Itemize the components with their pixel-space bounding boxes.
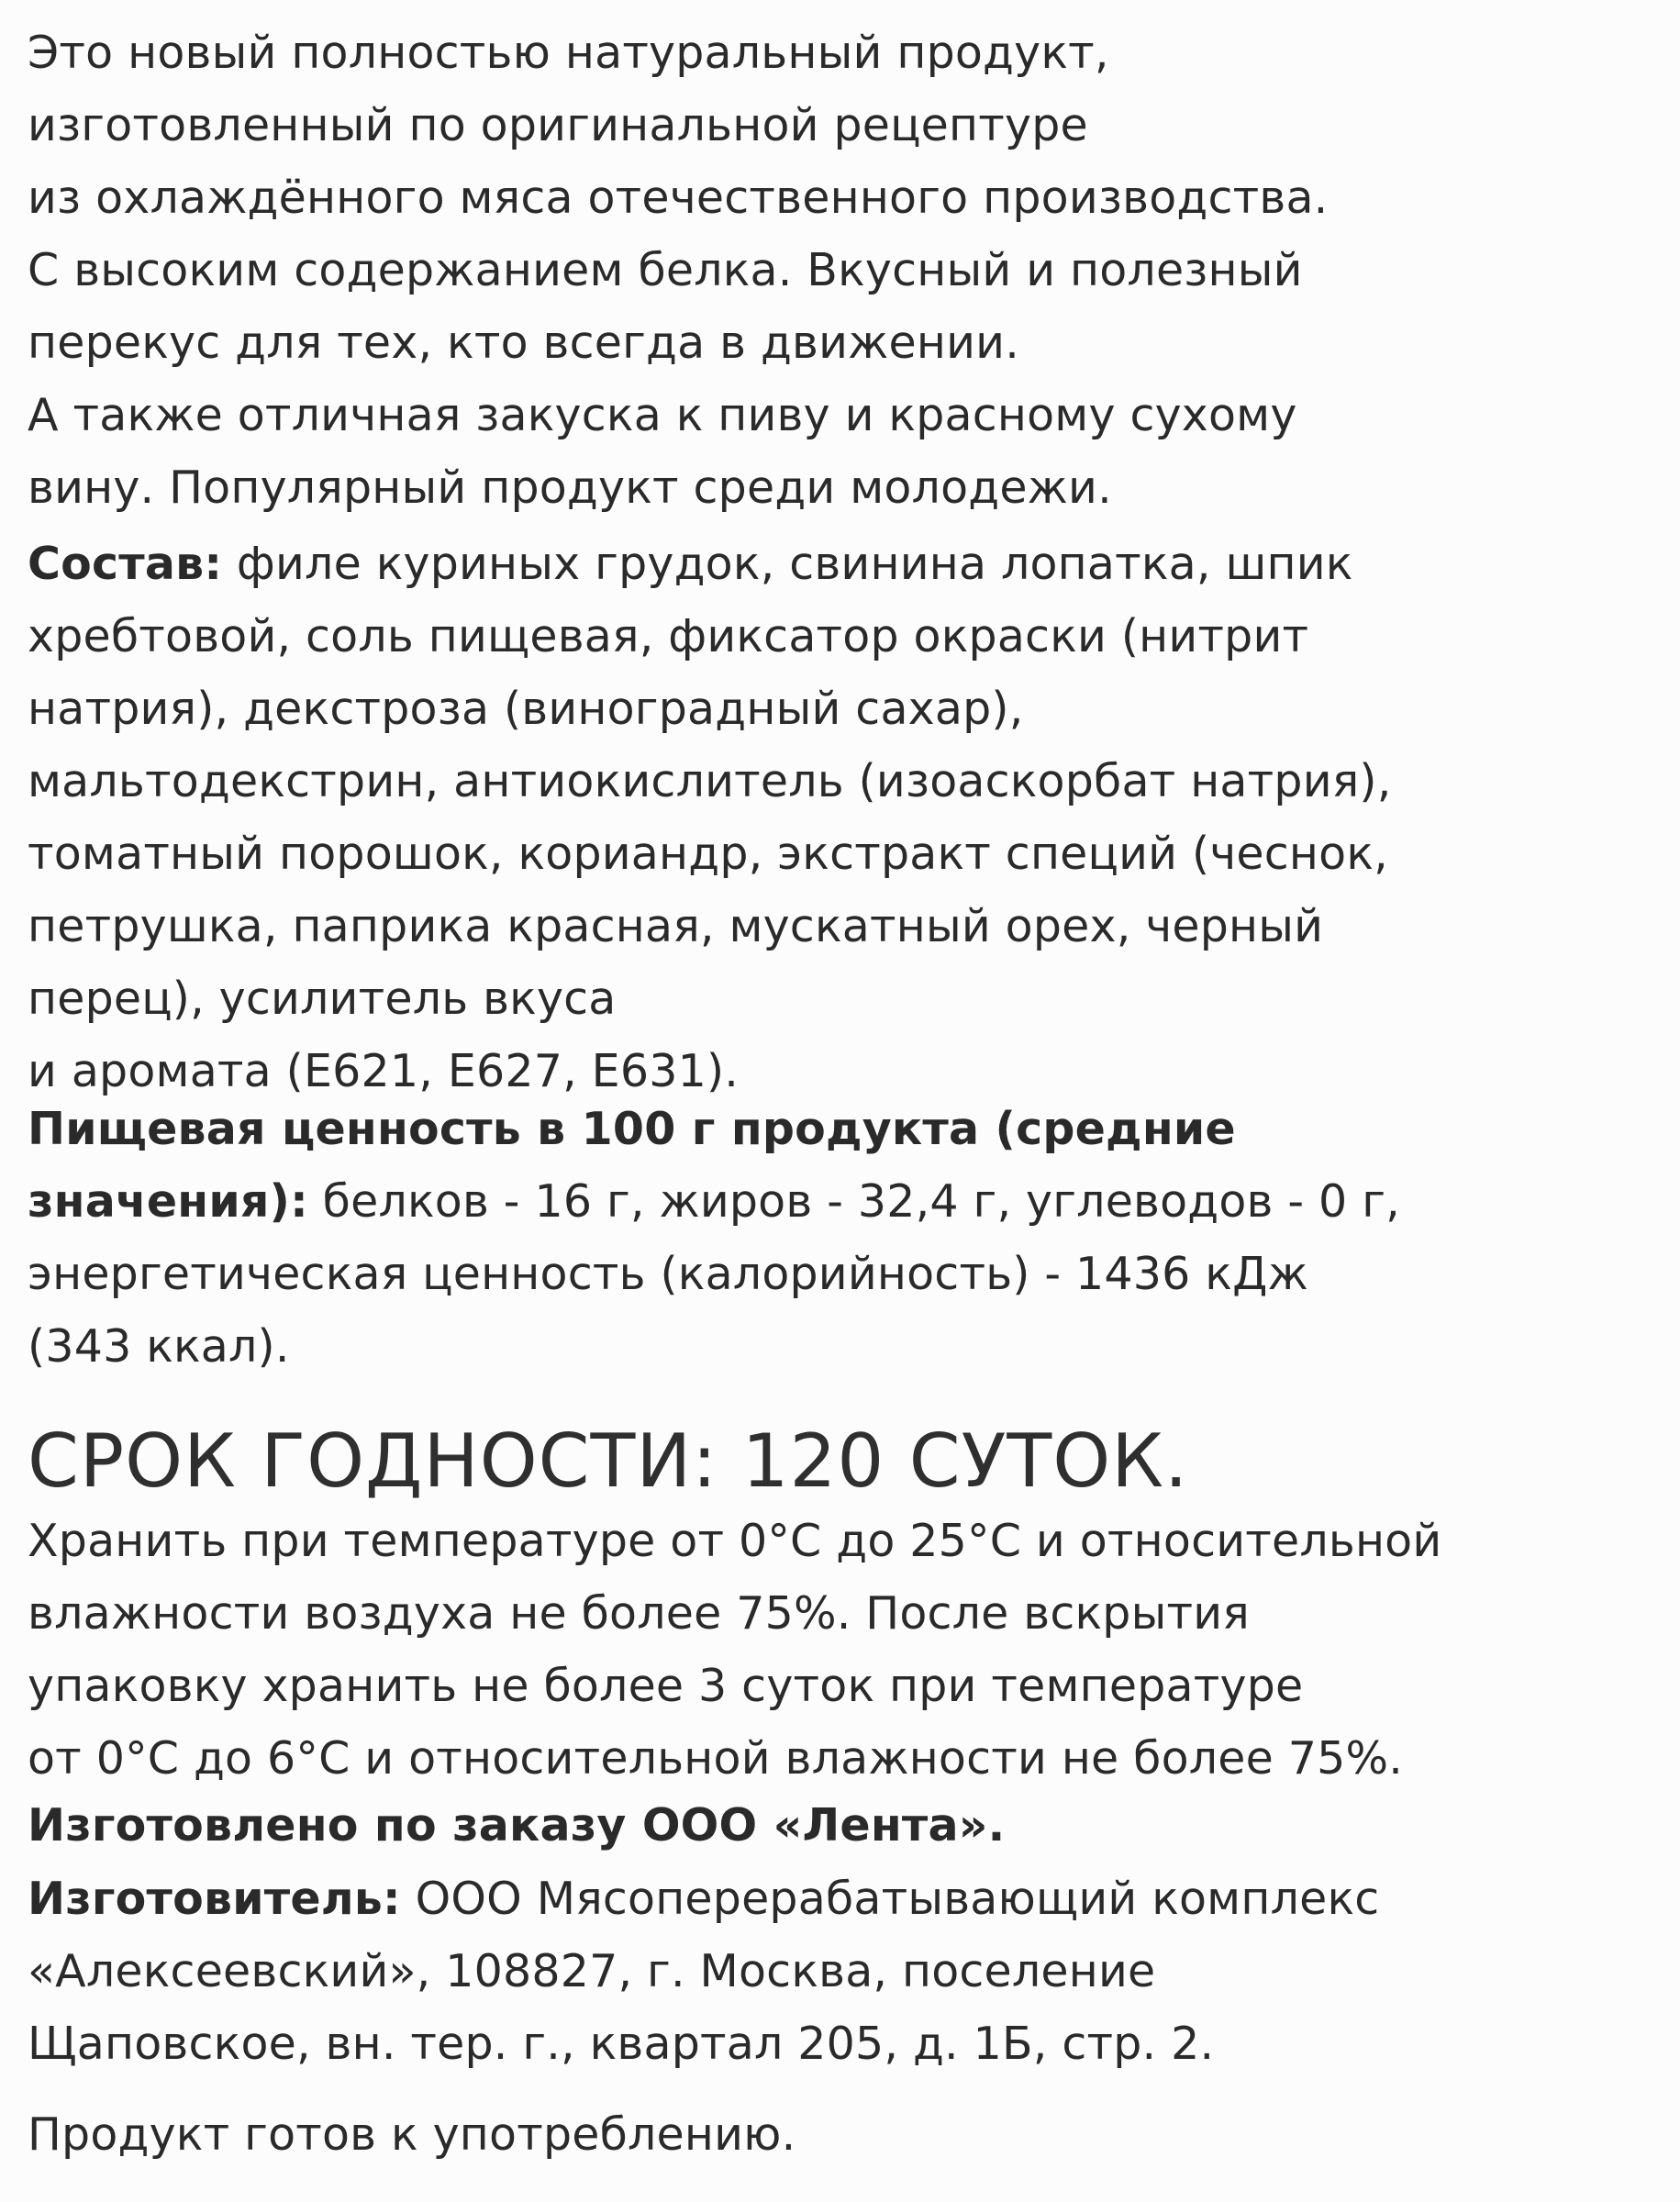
shelf-life-heading: СРОК ГОДНОСТИ: 120 СУТОК. [28, 1418, 1189, 1504]
manufacturer-text: ООО Мясоперерабатывающий комплекс «Алексеевский», 108827, г. Москва, поселение Щаповское, вн. тер. г., квартал 205, д. 1Б, стр. 2. [28, 1873, 1380, 2070]
storage-conditions: Хранить при температуре от 0°С до 25°С и относительной влажности воздуха не более 75%. После вскрытия упаковку хранить не более 3 суток при температуре от 0°С до 6°С и относительной влажности не более 75%. [28, 1515, 1442, 1785]
ready-to-eat-note: Продукт готов к употреблению. [28, 2108, 796, 2161]
nutrition-label: Пищевая ценность в 100 г продукта (средние значения): [28, 1103, 1236, 1228]
composition-text: филе куриных грудок, свинина лопатка, шпик хребтовой, соль пищевая, фиксатор окраски (нитрит натрия), декстроза (виноградный сахар), мальтодекстрин, антиокислитель (изоаскорбат натрия), томатный порошок, кориандр, экстракт специй (чеснок, петрушка, паприка красная, мускатный орех, черный перец), усилитель вкуса и аромата (Е621, Е627, Е631). [28, 538, 1392, 1097]
composition-label: Состав: [28, 538, 223, 590]
nutrition-paragraph [28, 1093, 1400, 1383]
nutrition-text: белков - 16 г, жиров - 32,4 г, углеводов - 0 г, энергетическая ценность (калорийность) - 1436 кДж (343 ккал). [28, 1175, 1400, 1373]
manufacturer-label: Изготовитель: [28, 1873, 401, 1925]
ordered-by-line: Изготовлено по заказу ООО «Лента». [28, 1799, 1006, 1852]
product-description: Это новый полностью натуральный продукт, изготовленный по оригинальной рецептуре из охлаждённого мяса отечественного производства. С высоким содержанием белка. Вкусный и полезный перекус для тех, кто всегда в движении. А также отличная закуска к пиву и красному сухому вину. Популярный продукт среди молодежи. [28, 27, 1329, 514]
composition-paragraph [28, 528, 1392, 1107]
manufacturer-paragraph [28, 1863, 1379, 2080]
